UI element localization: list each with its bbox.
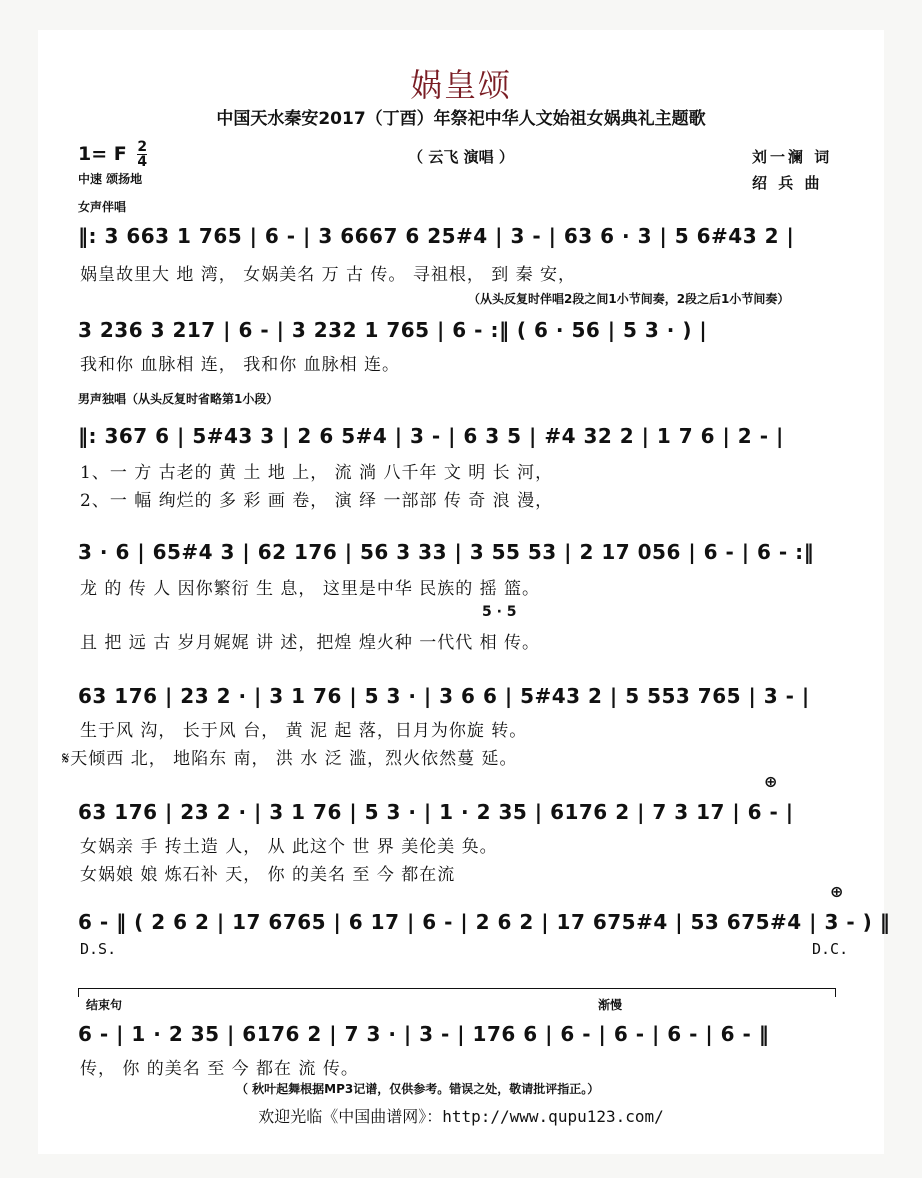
section-ending: 结束句 <box>86 998 123 1012</box>
section-female-chorus: 女声伴唱 <box>78 200 127 214</box>
lyric-line-2: 我和你 血脉相 连， 我和你 血脉相 连。 <box>80 355 401 375</box>
transcription-note: （ 秋叶起舞根据MP3记谱，仅供参考。错误之处，敬请批评指正。） <box>236 1082 600 1096</box>
dal-segno: D.S. <box>80 940 117 958</box>
composer: 绍 兵 曲 <box>752 174 823 192</box>
lyric-line-6a: 女娲亲 手 抟土造 人， 从 此这个 世 界 美伦美 奂。 <box>80 837 498 857</box>
notation-line-1: ‖: 3 663 1 765 | 6 - | 3 6667 6 25#4 | 3 - | 63 6 · 3 | 5 6#43 2 | <box>78 224 795 248</box>
lyric-line-4b: 且 把 远 古 岁月娓娓 讲 述，把煌 煌火种 一代代 相 传。 <box>80 633 541 653</box>
lyric-line-4a: 龙 的 传 人 因你繁衍 生 息， 这里是中华 民族的 摇 篮。 <box>80 579 541 599</box>
song-subtitle: 中国天水秦安2017（丁酉）年祭祀中华人文始祖女娲典礼主题歌 <box>216 109 706 129</box>
time-top: 2 <box>137 139 148 155</box>
lyric-line-5a: 生于风 沟， 长于风 台， 黄 泥 起 落，日月为你旋 转。 <box>80 721 528 741</box>
notation-line-5: 63 176 | 23 2 · | 3 1 76 | 5 3 · | 3 6 6 | 5#43 2 | 5 553 765 | 3 - | <box>78 684 810 708</box>
lyric-line-6b: 女娲娘 娘 炼石补 天， 你 的美名 至 今 都在流 <box>80 865 456 885</box>
key-signature <box>78 140 147 169</box>
notation-line-6: 63 176 | 23 2 · | 3 1 76 | 5 3 · | 1 · 2 35 | 6176 2 | 7 3 17 | 6 - | <box>78 800 794 824</box>
lyric-line-1: 娲皇故里大 地 湾， 女娲美名 万 古 传。 寻祖根， 到 秦 安， <box>80 265 577 285</box>
section-male-solo: 男声独唱（从头反复时省略第1小段） <box>78 392 279 406</box>
coda-icon: ⊕ <box>764 772 778 791</box>
notation-line-7: 6 - ‖ ( 2 6 2 | 17 6765 | 6 17 | 6 - | 2 6 2 | 17 675#4 | 53 675#4 | 3 - ) ‖ <box>78 910 891 934</box>
lyricist: 刘一澜 词 <box>752 148 833 166</box>
time-bottom: 4 <box>137 154 148 170</box>
coda-icon-2: ⊕ <box>830 882 844 901</box>
repeat-instruction: （从头反复时伴唱2段之间1小节间奏，2段之后1小节间奏） <box>468 292 790 306</box>
notation-line-4: 3 · 6 | 65#4 3 | 62 176 | 56 3 33 | 3 55 53 | 2 17 056 | 6 - | 6 - :‖ <box>78 540 815 564</box>
key-label: 1= F <box>78 143 127 165</box>
tempo-marking: 中速 颂扬地 <box>78 172 143 186</box>
tempo-slow-down: 渐慢 <box>598 998 623 1012</box>
lyric-line-8: 传， 你 的美名 至 今 都在 流 传。 <box>80 1059 359 1079</box>
song-title: 娲皇颂 <box>409 66 512 104</box>
time-signature <box>137 140 147 169</box>
singer-credit: （ 云飞 演唱 ） <box>408 148 514 166</box>
da-capo: D.C. <box>812 940 849 958</box>
notation-line-3: ‖: 367 6 | 5#43 3 | 2 6 5#4 | 3 - | 6 3 5 | #4 32 2 | 1 7 6 | 2 - | <box>78 424 784 448</box>
site-footer: 欢迎光临《中国曲谱网》：http://www.qupu123.com/ <box>258 1107 664 1126</box>
notation-line-8: 6 - | 1 · 2 35 | 6176 2 | 7 3 · | 3 - | 176 6 | 6 - | 6 - | 6 - | 6 - ‖ <box>78 1022 770 1046</box>
notation-line-2: 3 236 3 217 | 6 - | 3 232 1 765 | 6 - :‖ ( 6 · 56 | 5 3 · ) | <box>78 318 708 342</box>
ending-bracket <box>78 988 836 997</box>
lyric-line-3b: 2、一 幅 绚烂的 多 彩 画 卷， 演 绎 一部部 传 奇 浪 漫， <box>80 491 554 511</box>
alt-notes: 5 · 5 <box>482 604 517 620</box>
lyric-line-5b: 𝄋天倾西 北， 地陷东 南， 洪 水 泛 滥，烈火依然蔓 延。 <box>62 749 518 769</box>
lyric-line-3a: 1、一 方 古老的 黄 土 地 上， 流 淌 八千年 文 明 长 河， <box>80 463 554 483</box>
